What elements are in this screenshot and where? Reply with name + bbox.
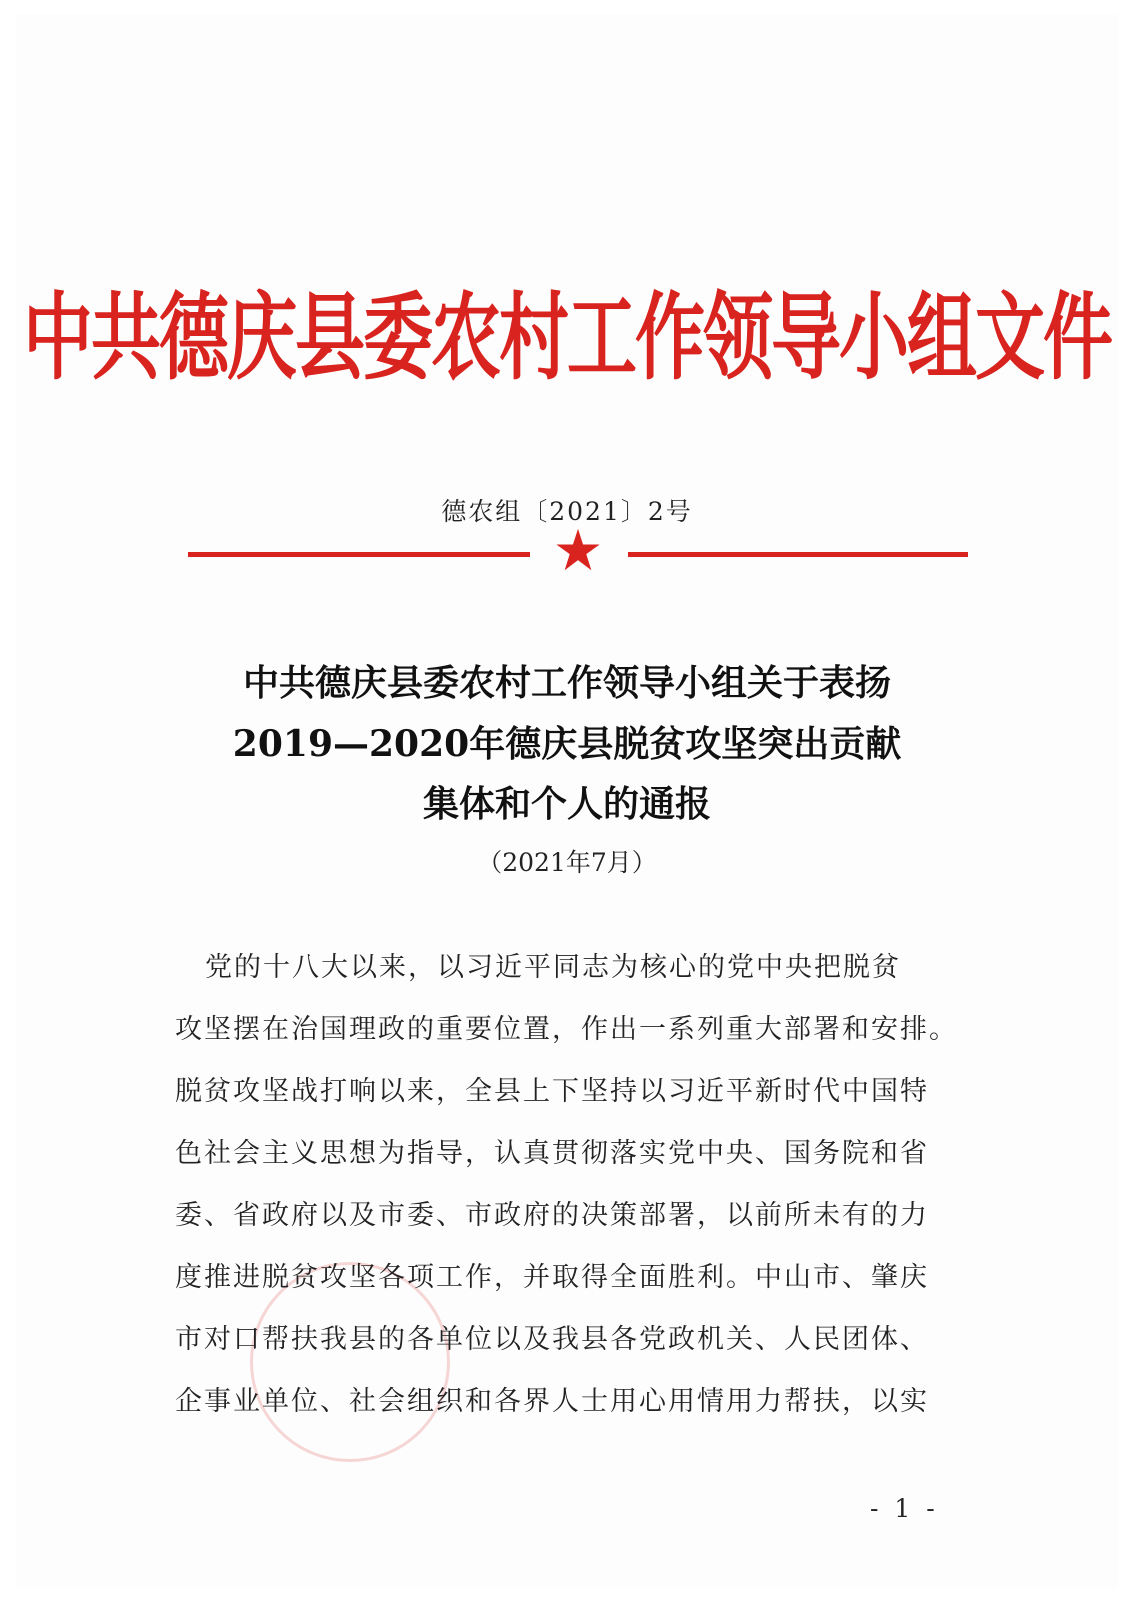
document-date: （2021年7月） xyxy=(477,848,657,877)
red-star-icon xyxy=(555,527,601,573)
red-rule-right xyxy=(628,552,968,557)
document-title-line-1: 中共德庆县委农村工作领导小组关于表扬 xyxy=(242,662,891,704)
body-paragraph-line: 色社会主义思想为指导，认真贯彻落实党中央、国务院和省 xyxy=(175,1138,929,1169)
body-paragraph-line: 企事业单位、社会组织和各界人士用心用情用力帮扶，以实 xyxy=(175,1386,929,1417)
page-number: - 1 - xyxy=(870,1494,939,1523)
body-paragraph-line: 脱贫攻坚战打响以来，全县上下坚持以习近平新时代中国特 xyxy=(175,1076,929,1107)
document-number: 德农组〔2021〕2号 xyxy=(441,497,693,526)
document-title-line-3: 集体和个人的通报 xyxy=(422,783,711,825)
body-paragraph-line: 度推进脱贫攻坚各项工作，并取得全面胜利。中山市、肇庆 xyxy=(175,1262,929,1293)
body-paragraph-line: 市对口帮扶我县的各单位以及我县各党政机关、人民团体、 xyxy=(175,1324,929,1355)
body-paragraph-line: 党的十八大以来，以习近平同志为核心的党中央把脱贫 xyxy=(205,952,901,983)
red-rule-left xyxy=(188,552,530,557)
document-title-line-2: 2019—2020年德庆县脱贫攻坚突出贡献 xyxy=(232,723,902,765)
body-paragraph-line: 攻坚摆在治国理政的重要位置，作出一系列重大部署和安排。 xyxy=(175,1014,958,1045)
body-paragraph-line: 委、省政府以及市委、市政府的决策部署，以前所未有的力 xyxy=(175,1200,929,1231)
issuer-header-title: 中共德庆县委农村工作领导小组文件 xyxy=(23,280,1111,393)
